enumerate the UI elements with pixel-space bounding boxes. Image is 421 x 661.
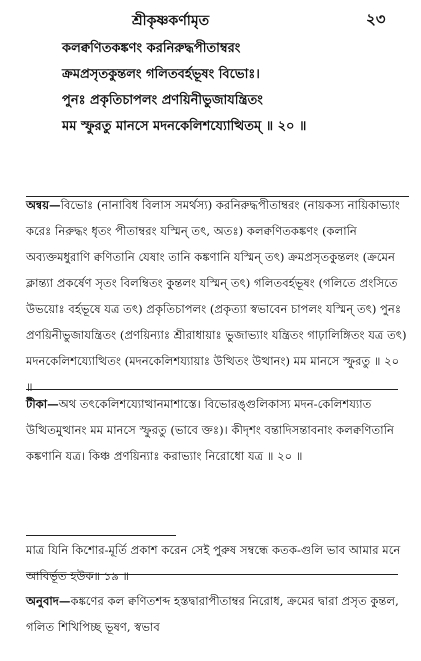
anuvada-label: অনুবাদ— [26, 594, 71, 608]
anuvada-section [26, 588, 408, 640]
note-section [26, 537, 408, 589]
divider [26, 389, 398, 390]
anvaya-section [26, 192, 408, 400]
page-number: ২৩ [366, 10, 386, 28]
page-header [0, 0, 421, 34]
verse-line: পুনঃ প্রকৃতিচাপলং প্রণয়িনীভুজাযন্ত্রিতং [62, 93, 263, 108]
note-text: মাত্র যিনি কিশোর-মূর্তি প্রকাশ করেন সেই পুরুষ সম্বন্ধে কতক-গুলি ভাব আমার মনে আবির্ভূত হউক॥ ১৯ ॥ [26, 543, 401, 583]
divider-short [26, 535, 176, 536]
anvaya-text: বিভোঃ (নানাবিধ বিলাস সমর্থস্য) করনিরুদ্ধপীতাম্বরং (নায়কস্য নায়িকাভ্যাং করেঃ নিরুদ্ধং ধৃতং পীতাম্বরং যস্মিন্ তৎ, অতঃ) কলক্বণিতকঙ্কণং (কলানি অব্যক্তমধুরাণি ক্বণিতানি যেষাং তানি কঙ্কণানি যস্মিন্ তৎ) ক্রমপ্রসৃতকুন্তলং (ক্রমেন ক্লান্ত্যা প্রকর্ষেণ সৃতং বিলম্বিতং কুন্তলং যস্মিন্ তৎ) গলিতবর্হভূষং (গলিতে প্রংসিতে উভয়োঃ বর্হভূষে যত্র তৎ) প্রকৃতিচাপলং (প্রকৃত্যা স্বভাবেন চাপলং যস্মিন্ তৎ) পুনঃ প্রণয়িনীভুজাযন্ত্রিতং (প্রণয়িন্যাঃ শ্রীরাধায়াঃ ভুজাভ্যাং যন্ত্রিতং গাঢ়ালিঙ্গিতং যত্র তৎ) মদনকেলিশয্যোত্থিতং (মদনকেলিশয্যায়াঃ উত্থিতং উত্থানং) মম মানসে স্ফুরতু ॥ ২০ ॥ [26, 198, 407, 394]
divider [26, 574, 398, 575]
sanskrit-verse [62, 36, 418, 140]
verse-line: কলক্বণিতকঙ্কণং করনিরুদ্ধপীতাম্বরং [62, 41, 241, 56]
page-title: শ্রীকৃষ্ণকর্ণামৃত [132, 13, 210, 29]
anuvada-text: কঙ্কণের কল ক্বণিতশব্দ হস্তদ্বারাপীতাম্বর নিরোধ, ক্রমের দ্বারা প্রসৃত কুন্তল, গলিত শিখিপিচ্ছ ভূষণ, স্বভাব [26, 594, 399, 634]
tika-text: অথ তৎকেলিশয্যোত্থানমাশাস্তে। বিভোরঙ্গুলিকাস্য মদন-কেলিশয্যাত উত্থিতমুত্থানং মম মানসে স্ফুরতু (ভাবে ক্তঃ)। কীদৃশং বন্তাদিসন্তাবনাং কলক্বণিতানি কঙ্কণানি যত্র। কিঞ্চ প্রণয়িন্যাঃ করাভ্যাং নিরোধো যত্র ॥ ২০ ॥ [26, 397, 394, 463]
tika-section [26, 391, 408, 469]
anvaya-label: অন্বয়— [26, 198, 61, 212]
verse-line: ক্রমপ্রসৃতকুন্তলং গলিতবর্হভূষং বিভোঃ। [62, 67, 260, 82]
verse-line: মম স্ফুরতু মানসে মদনকেলিশয্যোত্থিতম্ ॥ ২০ ॥ [62, 119, 307, 134]
tika-label: টীকা— [26, 397, 59, 411]
